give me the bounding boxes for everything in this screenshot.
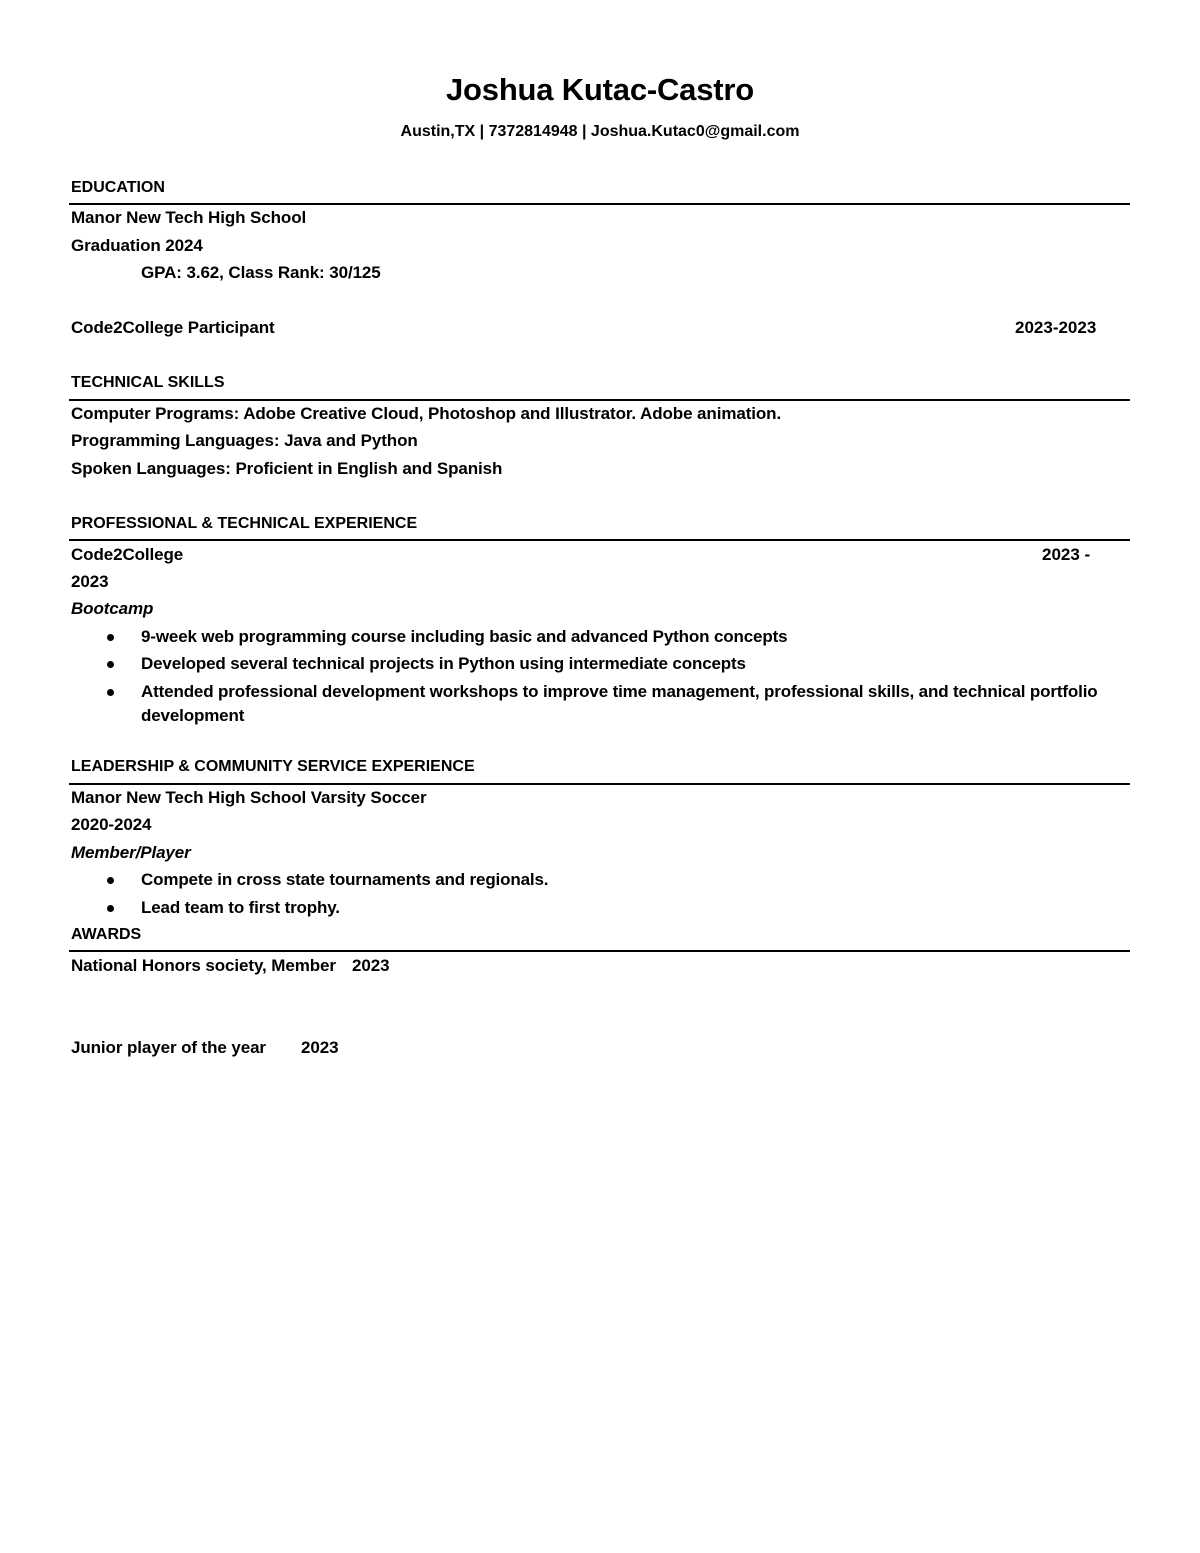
education-program-dates: 2023-2023 xyxy=(1015,318,1097,337)
education-school: Manor New Tech High School xyxy=(71,208,307,227)
skills-programming-languages: Programming Languages: Java and Python xyxy=(71,431,418,450)
experience-rule xyxy=(69,539,1130,541)
experience-bullet-1: 9-week web programming course including basic and advanced Python concepts xyxy=(141,627,788,646)
bullet-icon xyxy=(107,634,114,641)
leadership-rule xyxy=(69,783,1130,785)
education-gpa-rank: GPA: 3.62, Class Rank: 30/125 xyxy=(141,263,381,282)
leadership-bullet-2: Lead team to first trophy. xyxy=(141,898,340,917)
award-2-label: Junior player of the year xyxy=(71,1038,266,1057)
leadership-dates: 2020-2024 xyxy=(71,815,152,834)
award-1-year: 2023 xyxy=(352,956,390,975)
skills-rule xyxy=(69,399,1130,401)
leadership-org: Manor New Tech High School Varsity Soccer xyxy=(71,788,427,807)
experience-dates-end: 2023 xyxy=(71,572,109,591)
experience-bullet-3: Attended professional development workshops to improve time management, professional skills, and technical portfolio xyxy=(141,682,1098,701)
leadership-role: Member/Player xyxy=(71,843,191,862)
education-heading: EDUCATION xyxy=(71,179,165,196)
skills-spoken-languages: Spoken Languages: Proficient in English and Spanish xyxy=(71,459,503,478)
education-program: Code2College Participant xyxy=(71,318,275,337)
education-rule xyxy=(69,203,1130,205)
experience-org: Code2College xyxy=(71,545,184,564)
award-2-year: 2023 xyxy=(301,1038,339,1057)
bullet-icon xyxy=(107,689,114,696)
bullet-icon xyxy=(107,661,114,668)
leadership-heading: LEADERSHIP & COMMUNITY SERVICE EXPERIENCE xyxy=(71,758,475,775)
leadership-bullet-1: Compete in cross state tournaments and regionals. xyxy=(141,870,549,889)
bullet-icon xyxy=(107,877,114,884)
resume-name: Joshua Kutac-Castro xyxy=(446,72,754,107)
contact-line: Austin,TX | 7372814948 | Joshua.Kutac0@gmail.com xyxy=(400,123,800,140)
experience-dates-start: 2023 - xyxy=(1042,545,1091,564)
experience-bullet-3-continued: development xyxy=(141,706,245,725)
skills-heading: TECHNICAL SKILLS xyxy=(71,374,225,391)
experience-bullet-2: Developed several technical projects in Python using intermediate concepts xyxy=(141,654,746,673)
award-1-label: National Honors society, Member xyxy=(71,956,336,975)
bullet-icon xyxy=(107,905,114,912)
experience-role: Bootcamp xyxy=(71,599,154,618)
experience-heading: PROFESSIONAL & TECHNICAL EXPERIENCE xyxy=(71,515,418,532)
awards-rule xyxy=(69,950,1130,952)
education-graduation: Graduation 2024 xyxy=(71,236,203,255)
skills-computer-programs: Computer Programs: Adobe Creative Cloud, Photoshop and Illustrator. Adobe animation. xyxy=(71,404,782,423)
awards-heading: AWARDS xyxy=(71,926,142,943)
